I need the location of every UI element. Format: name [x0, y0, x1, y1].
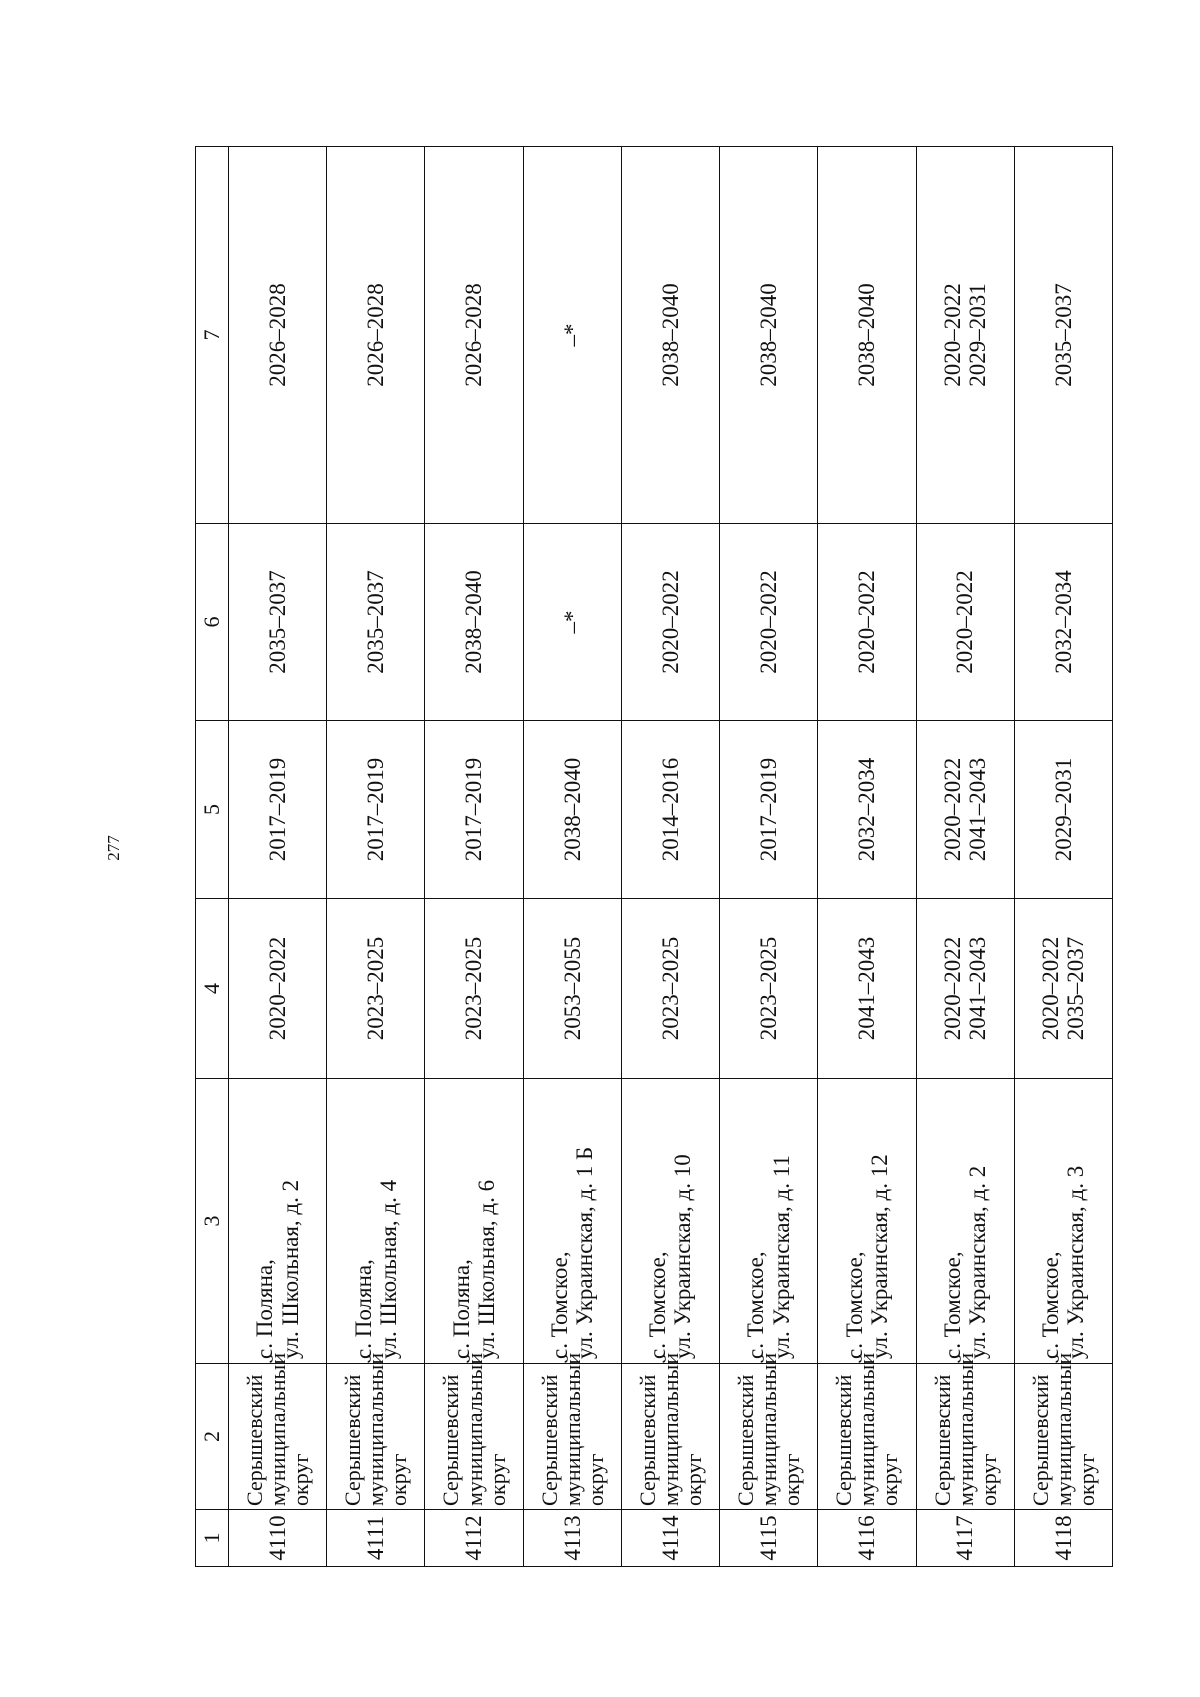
cell-district-line: округ: [288, 1453, 314, 1506]
cell-col4: [818, 899, 916, 1079]
cell-address-line: ул. Школьная, д. 6: [474, 1179, 500, 1359]
table-row: [229, 147, 327, 1567]
cell-col4: [229, 899, 327, 1079]
cell-col4-line: 2023–2025: [657, 936, 683, 1041]
cell-address: [425, 1079, 523, 1364]
cell-address: [818, 1079, 916, 1364]
table-row: [720, 147, 818, 1567]
cell-number: 4115: [720, 1510, 818, 1567]
cell-district-line: муниципальный: [952, 1352, 978, 1506]
cell-address-line: с. Томское,: [939, 1251, 965, 1359]
cell-address-line: с. Томское,: [546, 1251, 572, 1359]
cell-district-line: округ: [681, 1453, 707, 1506]
cell-col5: [818, 721, 916, 899]
cell-address-line: с. Томское,: [1038, 1251, 1064, 1359]
cell-district-line: Серышевский: [634, 1374, 660, 1506]
cell-col7: [720, 147, 818, 524]
cell-district-line: округ: [779, 1453, 805, 1506]
cell-district-line: Серышевский: [536, 1374, 562, 1506]
cell-district: [523, 1352, 621, 1510]
cell-col5-line: 2017–2019: [756, 757, 782, 862]
header-row: [196, 147, 229, 1567]
cell-number: 4111: [327, 1510, 425, 1567]
cell-number: 4113: [523, 1510, 621, 1567]
cell-col6-line: 2035–2037: [363, 570, 389, 674]
cell-district-line: муниципальный: [461, 1352, 487, 1506]
cell-address-line: с. Поляна,: [350, 1259, 376, 1359]
cell-col5: [916, 721, 1014, 899]
cell-col7: [818, 147, 916, 524]
cell-col5-line: 2029–2031: [1050, 757, 1076, 862]
schedule-table: [195, 146, 1113, 1567]
table-row: [1014, 147, 1112, 1567]
cell-number: 4118: [1014, 1510, 1112, 1567]
cell-col6: [916, 524, 1014, 721]
cell-address-line: ул. Украинская, д. 10: [670, 1154, 696, 1359]
cell-col5-line: 2041–2043: [965, 757, 991, 862]
table-container: [195, 147, 1113, 1567]
cell-col4-line: 2023–2025: [461, 936, 487, 1041]
cell-col6-line: 2020–2022: [657, 570, 683, 674]
cell-col7-line: 2026–2028: [461, 283, 487, 387]
cell-col4: [523, 899, 621, 1079]
cell-district-line: Серышевский: [1027, 1374, 1053, 1506]
cell-district-line: округ: [484, 1453, 510, 1506]
cell-col7-line: –*: [559, 323, 585, 347]
cell-col7-line: 2038–2040: [657, 283, 683, 387]
cell-address: [720, 1079, 818, 1364]
cell-col6: [720, 524, 818, 721]
cell-col4-line: 2041–2043: [854, 936, 880, 1041]
cell-district: [720, 1352, 818, 1510]
page-number: 277: [104, 835, 123, 861]
cell-address-line: ул. Украинская, д. 1 Б: [572, 1146, 598, 1359]
column-header-2: 2: [196, 1364, 229, 1510]
cell-address-line: с. Поляна,: [448, 1259, 474, 1359]
cell-col6: [1014, 524, 1112, 721]
cell-col4-line: 2023–2025: [756, 936, 782, 1041]
cell-col7: [523, 147, 621, 524]
cell-col4-line: 2023–2025: [363, 936, 389, 1041]
cell-col7: [425, 147, 523, 524]
cell-col7-line: 2026–2028: [363, 283, 389, 387]
cell-district-line: муниципальный: [657, 1352, 683, 1506]
cell-district-line: Серышевский: [831, 1374, 857, 1506]
cell-district: [818, 1352, 916, 1510]
cell-district: [621, 1352, 719, 1510]
table-row: [818, 147, 916, 1567]
cell-col6: [818, 524, 916, 721]
cell-col7: [621, 147, 719, 524]
cell-district-line: Серышевский: [733, 1374, 759, 1506]
table-row: [327, 147, 425, 1567]
cell-district: [425, 1352, 523, 1510]
cell-address: [1014, 1079, 1112, 1364]
table-row: [916, 147, 1014, 1567]
cell-col6: [229, 524, 327, 721]
cell-district: [327, 1352, 425, 1510]
cell-col4-line: 2041–2043: [965, 936, 991, 1041]
table-row: [523, 147, 621, 1567]
cell-col4: [327, 899, 425, 1079]
cell-col6-line: 2038–2040: [461, 570, 487, 674]
cell-number: 4112: [425, 1510, 523, 1567]
cell-col4: [1014, 899, 1112, 1079]
cell-col7-line: 2038–2040: [854, 283, 880, 387]
cell-district-line: Серышевский: [241, 1374, 267, 1506]
cell-col4: [621, 899, 719, 1079]
cell-col5-line: 2017–2019: [264, 757, 290, 862]
column-header-5: 5: [196, 721, 229, 899]
cell-col5: [621, 721, 719, 899]
cell-col5: [720, 721, 818, 899]
cell-col5-line: 2017–2019: [363, 757, 389, 862]
cell-col4-line: 2053–2055: [559, 936, 585, 1041]
cell-col6-line: 2020–2022: [756, 570, 782, 674]
cell-district-line: муниципальный: [854, 1352, 880, 1506]
cell-col5: [327, 721, 425, 899]
cell-address-line: ул. Украинская, д. 11: [768, 1155, 794, 1359]
cell-address-line: с. Томское,: [645, 1251, 671, 1359]
cell-address-line: с. Поляна,: [252, 1259, 278, 1359]
cell-col5: [229, 721, 327, 899]
cell-district: [1014, 1352, 1112, 1510]
cell-district-line: округ: [582, 1453, 608, 1506]
cell-col4: [720, 899, 818, 1079]
cell-district-line: муниципальный: [1050, 1352, 1076, 1506]
cell-col6-line: 2032–2034: [1050, 570, 1076, 674]
column-header-3: 3: [196, 1079, 229, 1364]
cell-col4-line: 2020–2022: [1038, 936, 1064, 1041]
cell-col6: [327, 524, 425, 721]
cell-district-line: Серышевский: [929, 1374, 955, 1506]
cell-col7-line: 2029–2031: [965, 283, 991, 387]
column-header-4: 4: [196, 899, 229, 1079]
table-body: [229, 147, 1113, 1567]
cell-district-line: округ: [386, 1453, 412, 1506]
cell-district-line: муниципальный: [363, 1352, 389, 1506]
cell-col6: [621, 524, 719, 721]
cell-col6-line: –*: [559, 610, 585, 634]
cell-district-line: муниципальный: [756, 1352, 782, 1506]
cell-number: 4114: [621, 1510, 719, 1567]
cell-address: [229, 1079, 327, 1364]
cell-address-line: ул. Украинская, д. 12: [866, 1154, 892, 1359]
cell-address-line: ул. Школьная, д. 4: [375, 1179, 401, 1359]
cell-col5-line: 2020–2022: [939, 757, 965, 862]
cell-col6-line: 2035–2037: [264, 570, 290, 674]
column-header-1: 1: [196, 1510, 229, 1567]
cell-col5-line: 2038–2040: [559, 757, 585, 862]
cell-address-line: ул. Школьная, д. 2: [277, 1179, 303, 1359]
cell-address-line: ул. Украинская, д. 3: [1063, 1165, 1089, 1359]
table-row: [425, 147, 523, 1567]
cell-col6-line: 2020–2022: [952, 570, 978, 674]
cell-address: [916, 1079, 1014, 1364]
cell-district-line: округ: [1073, 1453, 1099, 1506]
cell-col7: [229, 147, 327, 524]
cell-district-line: муниципальный: [559, 1352, 585, 1506]
cell-col5-line: 2032–2034: [854, 757, 880, 862]
cell-col7: [327, 147, 425, 524]
table-row: [621, 147, 719, 1567]
cell-district-line: округ: [877, 1453, 903, 1506]
cell-col7: [1014, 147, 1112, 524]
cell-col4-line: 2020–2022: [939, 936, 965, 1041]
cell-number: 4117: [916, 1510, 1014, 1567]
cell-district: [229, 1352, 327, 1510]
column-header-6: 6: [196, 524, 229, 721]
cell-col4-line: 2035–2037: [1063, 936, 1089, 1041]
cell-col5: [425, 721, 523, 899]
cell-col6-line: 2020–2022: [854, 570, 880, 674]
column-header-7: 7: [196, 147, 229, 524]
cell-district-line: Серышевский: [438, 1374, 464, 1506]
cell-address: [621, 1079, 719, 1364]
cell-col5-line: 2017–2019: [461, 757, 487, 862]
cell-address-line: с. Томское,: [743, 1251, 769, 1359]
cell-address-line: с. Томское,: [841, 1251, 867, 1359]
cell-col7-line: 2020–2022: [939, 283, 965, 387]
cell-number: 4116: [818, 1510, 916, 1567]
cell-col6: [523, 524, 621, 721]
cell-col7-line: 2026–2028: [264, 283, 290, 387]
cell-col7-line: 2038–2040: [756, 283, 782, 387]
cell-col5: [523, 721, 621, 899]
cell-address: [327, 1079, 425, 1364]
cell-district: [916, 1352, 1014, 1510]
cell-col4: [916, 899, 1014, 1079]
cell-address-line: ул. Украинская, д. 2: [965, 1165, 991, 1359]
cell-col4-line: 2020–2022: [264, 936, 290, 1041]
cell-col5: [1014, 721, 1112, 899]
cell-district-line: Серышевский: [340, 1374, 366, 1506]
cell-district-line: муниципальный: [265, 1352, 291, 1506]
cell-col6: [425, 524, 523, 721]
cell-number: 4110: [229, 1510, 327, 1567]
cell-address: [523, 1079, 621, 1364]
cell-district-line: округ: [975, 1453, 1001, 1506]
cell-col7-line: 2035–2037: [1050, 283, 1076, 387]
cell-col7: [916, 147, 1014, 524]
cell-col4: [425, 899, 523, 1079]
cell-col5-line: 2014–2016: [657, 757, 683, 862]
